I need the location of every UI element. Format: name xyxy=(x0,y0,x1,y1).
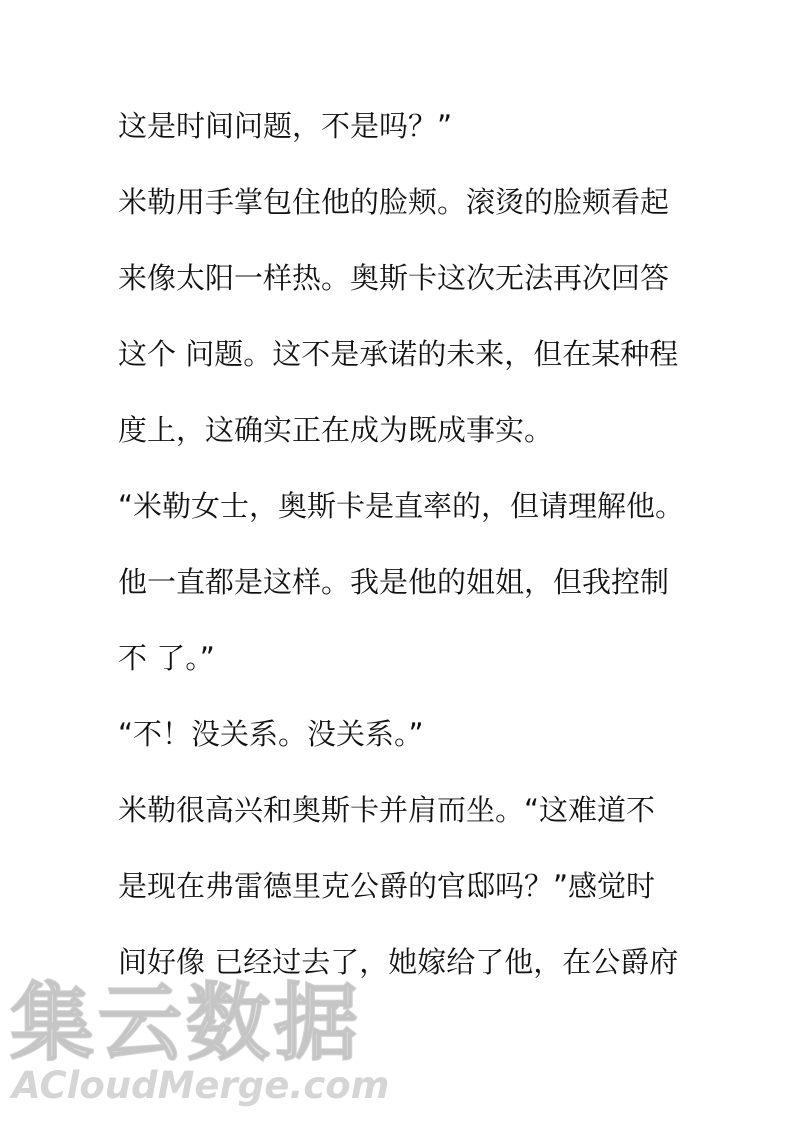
text-line-8: 不 了。” xyxy=(118,641,215,675)
text-line-9: “不！没关系。没关系。” xyxy=(118,717,424,751)
watermark-english-text: ACloudMerge.com xyxy=(12,1064,390,1107)
text-line-10: 米勒很高兴和奥斯卡并肩而坐。“这难道不 xyxy=(118,793,656,827)
text-line-4: 这个 问题。这不是承诺的未来，但在某种程 xyxy=(118,337,679,371)
text-line-12: 间好像 已经过去了，她嫁给了他，在公爵府 xyxy=(118,945,679,979)
text-line-5: 度上，这确实正在成为既成事实。 xyxy=(118,413,554,447)
text-line-2: 米勒用手掌包住他的脸颊。滚烫的脸颊看起 xyxy=(118,185,670,219)
text-line-6: “米勒女士，奥斯卡是直率的，但请理解他。 xyxy=(118,489,685,523)
text-line-11: 是现在弗雷德里克公爵的官邸吗？”感觉时 xyxy=(118,869,656,903)
watermark-chinese-text: 集云数据 xyxy=(10,974,363,1072)
text-line-3: 来像太阳一样热。奥斯卡这次无法再次回答 xyxy=(118,261,670,295)
text-line-1: 这是时间问题，不是吗？” xyxy=(118,109,453,143)
text-line-7: 他一直都是这样。我是他的姐姐，但我控制 xyxy=(118,565,670,599)
body-text xyxy=(118,96,698,1008)
